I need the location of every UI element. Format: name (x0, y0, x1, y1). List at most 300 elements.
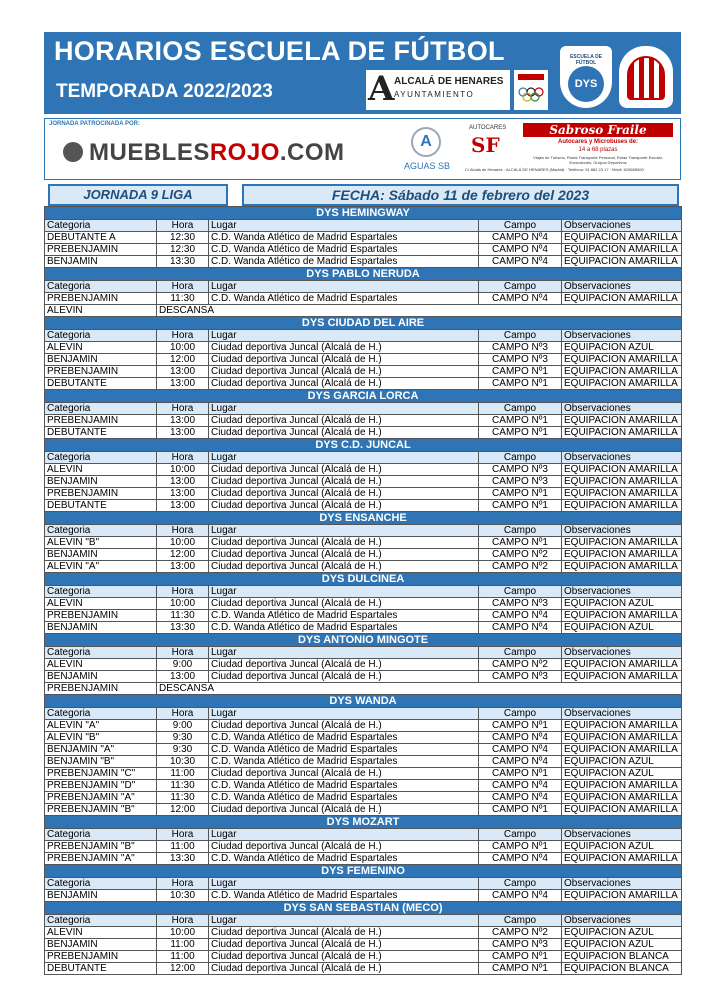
cell-descansa: DESCANSA (157, 305, 682, 317)
club-header-row (45, 317, 682, 330)
cell-hora: 13:00 (157, 415, 209, 427)
cell-hora: 13:00 (157, 366, 209, 378)
column-header: Hora (157, 525, 209, 537)
cell-observaciones: EQUIPACION AMARILLA (562, 464, 682, 476)
olympic-rings-icon (514, 70, 548, 110)
cell-observaciones: EQUIPACION AMARILLA (562, 853, 682, 865)
cell-lugar: C.D. Wanda Atlético de Madrid Espartales (209, 744, 479, 756)
column-header: Hora (157, 708, 209, 720)
alcala-ayuntamiento-logo (366, 70, 510, 110)
cell-campo: CAMPO Nº1 (479, 720, 562, 732)
column-header: Campo (479, 708, 562, 720)
cell-lugar: Ciudad deportiva Juncal (Alcalá de H.) (209, 378, 479, 390)
column-header-row (45, 452, 682, 464)
cell-observaciones: EQUIPACION AMARILLA (562, 537, 682, 549)
club-header-row (45, 816, 682, 829)
cell-campo: CAMPO Nº4 (479, 256, 562, 268)
cell-observaciones: EQUIPACION AMARILLA (562, 354, 682, 366)
column-header: Hora (157, 452, 209, 464)
cell-campo: CAMPO Nº1 (479, 500, 562, 512)
cell-campo: CAMPO Nº4 (479, 853, 562, 865)
column-header: Campo (479, 829, 562, 841)
column-header: Observaciones (562, 403, 682, 415)
column-header: Hora (157, 403, 209, 415)
jornada-row (44, 184, 681, 206)
table-row (45, 476, 682, 488)
column-header: Campo (479, 452, 562, 464)
cell-observaciones: EQUIPACION AMARILLA (562, 720, 682, 732)
table-row (45, 853, 682, 865)
cell-hora: 11:00 (157, 939, 209, 951)
column-header: Lugar (209, 915, 479, 927)
table-row (45, 951, 682, 963)
cell-campo: CAMPO Nº4 (479, 780, 562, 792)
column-header: Hora (157, 647, 209, 659)
cell-hora: 13:00 (157, 378, 209, 390)
cell-campo: CAMPO Nº4 (479, 756, 562, 768)
cell-lugar: Ciudad deportiva Juncal (Alcalá de H.) (209, 342, 479, 354)
cell-categoria: PREBENJAMIN (45, 610, 157, 622)
column-header: Lugar (209, 647, 479, 659)
cell-observaciones: EQUIPACION AMARILLA (562, 293, 682, 305)
cell-categoria: ALEVIN "B" (45, 732, 157, 744)
table-row (45, 293, 682, 305)
rojo-text: ROJO (209, 139, 280, 166)
column-header: Lugar (209, 220, 479, 232)
sabroso-line2: 14 a 68 plazas (578, 147, 618, 153)
cell-hora: 13:30 (157, 622, 209, 634)
cell-hora: 10:00 (157, 537, 209, 549)
cell-hora: 12:00 (157, 549, 209, 561)
cell-observaciones: EQUIPACION AMARILLA (562, 256, 682, 268)
cell-observaciones: EQUIPACION AMARILLA (562, 744, 682, 756)
column-header: Observaciones (562, 647, 682, 659)
column-header: Campo (479, 586, 562, 598)
jornada-box: JORNADA 9 LIGA (48, 184, 228, 206)
cell-lugar: Ciudad deportiva Juncal (Alcalá de H.) (209, 427, 479, 439)
cell-campo: CAMPO Nº2 (479, 549, 562, 561)
column-header-row (45, 403, 682, 415)
season-title: TEMPORADA 2022/2023 (56, 81, 273, 102)
table-row (45, 378, 682, 390)
cell-lugar: C.D. Wanda Atlético de Madrid Espartales (209, 256, 479, 268)
cell-observaciones: EQUIPACION AZUL (562, 768, 682, 780)
cell-categoria: DEBUTANTE (45, 963, 157, 975)
cell-hora: 13:00 (157, 561, 209, 573)
cell-lugar: C.D. Wanda Atlético de Madrid Espartales (209, 232, 479, 244)
column-header-row (45, 281, 682, 293)
cell-observaciones: EQUIPACION AMARILLA (562, 549, 682, 561)
table-row (45, 927, 682, 939)
cell-categoria: PREBENJAMIN "C" (45, 768, 157, 780)
cell-lugar: Ciudad deportiva Juncal (Alcalá de H.) (209, 671, 479, 683)
table-row (45, 500, 682, 512)
cell-categoria: DEBUTANTE A (45, 232, 157, 244)
cell-lugar: C.D. Wanda Atlético de Madrid Espartales (209, 732, 479, 744)
cell-categoria: BENJAMIN (45, 890, 157, 902)
cell-campo: CAMPO Nº3 (479, 342, 562, 354)
club-name: DYS C.D. JUNCAL (45, 439, 682, 452)
cell-lugar: Ciudad deportiva Juncal (Alcalá de H.) (209, 841, 479, 853)
cell-observaciones: EQUIPACION AMARILLA (562, 561, 682, 573)
cell-categoria: ALEVIN (45, 342, 157, 354)
cell-categoria: ALEVIN "B" (45, 537, 157, 549)
cell-hora: 10:30 (157, 756, 209, 768)
cell-campo: CAMPO Nº1 (479, 378, 562, 390)
cell-observaciones: EQUIPACION BLANCA (562, 951, 682, 963)
cell-campo: CAMPO Nº3 (479, 939, 562, 951)
cell-hora: 12:00 (157, 804, 209, 816)
cell-categoria: BENJAMIN "B" (45, 756, 157, 768)
cell-observaciones: EQUIPACION AMARILLA (562, 415, 682, 427)
cell-campo: CAMPO Nº3 (479, 476, 562, 488)
column-header: Hora (157, 220, 209, 232)
cell-lugar: Ciudad deportiva Juncal (Alcalá de H.) (209, 598, 479, 610)
club-name: DYS FEMENINO (45, 865, 682, 878)
column-header: Campo (479, 525, 562, 537)
cell-lugar: C.D. Wanda Atlético de Madrid Espartales (209, 792, 479, 804)
com-text: .COM (279, 139, 345, 166)
table-row (45, 561, 682, 573)
cell-lugar: Ciudad deportiva Juncal (Alcalá de H.) (209, 464, 479, 476)
cell-lugar: Ciudad deportiva Juncal (Alcalá de H.) (209, 476, 479, 488)
cell-hora: 12:00 (157, 354, 209, 366)
cell-observaciones: EQUIPACION AZUL (562, 598, 682, 610)
cell-lugar: C.D. Wanda Atlético de Madrid Espartales (209, 244, 479, 256)
club-header-row (45, 695, 682, 708)
cell-hora: 11:30 (157, 780, 209, 792)
sabroso-fraile-logo (465, 123, 675, 175)
cell-categoria: ALEVIN (45, 927, 157, 939)
cell-categoria: BENJAMIN (45, 671, 157, 683)
cell-hora: 13:00 (157, 671, 209, 683)
club-name: DYS ENSANCHE (45, 512, 682, 525)
column-header: Categoria (45, 330, 157, 342)
club-header-row (45, 634, 682, 647)
ayto-line2: AYUNTAMIENTO (394, 90, 475, 99)
cell-lugar: Ciudad deportiva Juncal (Alcalá de H.) (209, 537, 479, 549)
cell-lugar: C.D. Wanda Atlético de Madrid Espartales (209, 756, 479, 768)
cell-categoria: PREBENJAMIN (45, 293, 157, 305)
cell-lugar: Ciudad deportiva Juncal (Alcalá de H.) (209, 804, 479, 816)
column-header-row (45, 220, 682, 232)
table-row (45, 841, 682, 853)
table-row (45, 354, 682, 366)
cell-observaciones: EQUIPACION AMARILLA (562, 732, 682, 744)
sabroso-line4: C/ Alcalá de Henares · ALCALÁ DE HENARES (Madrid) · Teléfono: 91 882 23 17 · Móvil: 629665000 (465, 167, 644, 172)
cell-lugar: Ciudad deportiva Juncal (Alcalá de H.) (209, 659, 479, 671)
cell-campo: CAMPO Nº4 (479, 890, 562, 902)
club-name: DYS CIUDAD DEL AIRE (45, 317, 682, 330)
column-header: Categoria (45, 281, 157, 293)
cell-campo: CAMPO Nº4 (479, 744, 562, 756)
cell-hora: 13:00 (157, 427, 209, 439)
cell-categoria: PREBENJAMIN (45, 488, 157, 500)
cell-hora: 12:30 (157, 232, 209, 244)
cell-lugar: Ciudad deportiva Juncal (Alcalá de H.) (209, 963, 479, 975)
sabroso-brand: Sabroso Fraile (523, 123, 673, 137)
cell-categoria: PREBENJAMIN (45, 951, 157, 963)
cell-hora: 11:00 (157, 841, 209, 853)
cell-campo: CAMPO Nº1 (479, 415, 562, 427)
cell-hora: 11:30 (157, 610, 209, 622)
club-header-row (45, 207, 682, 220)
table-row (45, 415, 682, 427)
cell-hora: 10:00 (157, 464, 209, 476)
cell-hora: 10:00 (157, 598, 209, 610)
table-row (45, 549, 682, 561)
club-name: DYS ANTONIO MINGOTE (45, 634, 682, 647)
cell-observaciones: EQUIPACION BLANCA (562, 963, 682, 975)
cell-observaciones: EQUIPACION AMARILLA (562, 500, 682, 512)
cell-campo: CAMPO Nº3 (479, 354, 562, 366)
table-row (45, 256, 682, 268)
column-header: Campo (479, 403, 562, 415)
club-name: DYS MOZART (45, 816, 682, 829)
table-row (45, 792, 682, 804)
club-shield-icon (619, 46, 673, 108)
club-name: DYS HEMINGWAY (45, 207, 682, 220)
table-row (45, 427, 682, 439)
column-header: Hora (157, 829, 209, 841)
cell-lugar: Ciudad deportiva Juncal (Alcalá de H.) (209, 488, 479, 500)
cell-lugar: Ciudad deportiva Juncal (Alcalá de H.) (209, 768, 479, 780)
cell-hora: 9:30 (157, 744, 209, 756)
crest-label: ESCUELA DE FÚTBOL (569, 54, 603, 66)
column-header: Campo (479, 281, 562, 293)
cell-categoria: PREBENJAMIN (45, 683, 157, 695)
club-name: DYS WANDA (45, 695, 682, 708)
cell-lugar: C.D. Wanda Atlético de Madrid Espartales (209, 890, 479, 902)
cell-hora: 10:30 (157, 890, 209, 902)
cell-campo: CAMPO Nº1 (479, 963, 562, 975)
cell-observaciones: EQUIPACION AZUL (562, 927, 682, 939)
cell-campo: CAMPO Nº4 (479, 244, 562, 256)
column-header: Campo (479, 220, 562, 232)
cell-lugar: C.D. Wanda Atlético de Madrid Espartales (209, 853, 479, 865)
cell-descansa: DESCANSA (157, 683, 682, 695)
column-header: Observaciones (562, 878, 682, 890)
table-row (45, 659, 682, 671)
column-header: Categoria (45, 878, 157, 890)
cell-observaciones: EQUIPACION AMARILLA (562, 610, 682, 622)
schedule-table (44, 206, 682, 975)
cell-lugar: Ciudad deportiva Juncal (Alcalá de H.) (209, 720, 479, 732)
cell-categoria: DEBUTANTE (45, 378, 157, 390)
sponsor-banner (44, 118, 681, 180)
cell-observaciones: EQUIPACION AMARILLA (562, 804, 682, 816)
cell-hora: 12:00 (157, 963, 209, 975)
aguas-sb-logo (397, 127, 457, 177)
table-row (45, 732, 682, 744)
club-name: DYS GARCIA LORCA (45, 390, 682, 403)
cell-categoria: ALEVIN "A" (45, 561, 157, 573)
cell-lugar: Ciudad deportiva Juncal (Alcalá de H.) (209, 927, 479, 939)
aguas-text: AGUAS SB (403, 161, 450, 171)
column-header: Lugar (209, 525, 479, 537)
table-row (45, 963, 682, 975)
cell-categoria: DEBUTANTE (45, 500, 157, 512)
cell-observaciones: EQUIPACION AMARILLA (562, 232, 682, 244)
cell-observaciones: EQUIPACION AMARILLA (562, 659, 682, 671)
cell-observaciones: EQUIPACION AMARILLA (562, 366, 682, 378)
column-header: Observaciones (562, 330, 682, 342)
cell-observaciones: EQUIPACION AZUL (562, 622, 682, 634)
column-header: Categoria (45, 647, 157, 659)
column-header: Categoria (45, 708, 157, 720)
cell-lugar: Ciudad deportiva Juncal (Alcalá de H.) (209, 500, 479, 512)
cell-categoria: PREBENJAMIN "A" (45, 792, 157, 804)
column-header: Categoria (45, 915, 157, 927)
cell-campo: CAMPO Nº2 (479, 927, 562, 939)
cell-hora: 11:00 (157, 951, 209, 963)
column-header: Categoria (45, 452, 157, 464)
table-row (45, 610, 682, 622)
club-header-row (45, 902, 682, 915)
column-header: Observaciones (562, 708, 682, 720)
column-header: Categoria (45, 220, 157, 232)
cell-observaciones: EQUIPACION AZUL (562, 939, 682, 951)
muebles-text: MUEBLES (89, 139, 210, 166)
cell-categoria: BENJAMIN (45, 549, 157, 561)
column-header-row (45, 525, 682, 537)
cell-lugar: Ciudad deportiva Juncal (Alcalá de H.) (209, 561, 479, 573)
sf-logo-icon: SF (471, 133, 500, 157)
column-header: Observaciones (562, 586, 682, 598)
column-header: Hora (157, 330, 209, 342)
table-row (45, 305, 682, 317)
column-header: Campo (479, 915, 562, 927)
table-row (45, 622, 682, 634)
cell-categoria: BENJAMIN (45, 256, 157, 268)
cell-categoria: PREBENJAMIN (45, 244, 157, 256)
column-header: Campo (479, 647, 562, 659)
club-header-row (45, 865, 682, 878)
column-header-row (45, 647, 682, 659)
cell-categoria: PREBENJAMIN (45, 415, 157, 427)
cell-observaciones: EQUIPACION AZUL (562, 841, 682, 853)
cell-lugar: C.D. Wanda Atlético de Madrid Espartales (209, 622, 479, 634)
table-row (45, 744, 682, 756)
cell-campo: CAMPO Nº4 (479, 732, 562, 744)
page-title: HORARIOS ESCUELA DE FÚTBOL (54, 36, 505, 66)
column-header: Observaciones (562, 915, 682, 927)
column-header: Categoria (45, 829, 157, 841)
column-header: Categoria (45, 403, 157, 415)
column-header: Campo (479, 878, 562, 890)
cell-categoria: BENJAMIN "A" (45, 744, 157, 756)
column-header: Campo (479, 330, 562, 342)
cell-observaciones: EQUIPACION AMARILLA (562, 378, 682, 390)
cell-categoria: PREBENJAMIN (45, 366, 157, 378)
column-header-row (45, 586, 682, 598)
column-header: Observaciones (562, 452, 682, 464)
column-header: Observaciones (562, 281, 682, 293)
table-row (45, 244, 682, 256)
club-header-row (45, 390, 682, 403)
column-header: Hora (157, 878, 209, 890)
table-row (45, 720, 682, 732)
cell-campo: CAMPO Nº1 (479, 951, 562, 963)
cell-lugar: Ciudad deportiva Juncal (Alcalá de H.) (209, 415, 479, 427)
schedule-page (44, 32, 681, 975)
cell-lugar: Ciudad deportiva Juncal (Alcalá de H.) (209, 354, 479, 366)
cell-campo: CAMPO Nº4 (479, 610, 562, 622)
cell-observaciones: EQUIPACION AMARILLA (562, 427, 682, 439)
club-name: DYS PABLO NERUDA (45, 268, 682, 281)
column-header: Lugar (209, 708, 479, 720)
cell-campo: CAMPO Nº4 (479, 293, 562, 305)
cell-hora: 13:30 (157, 256, 209, 268)
cell-lugar: C.D. Wanda Atlético de Madrid Espartales (209, 293, 479, 305)
column-header: Categoria (45, 586, 157, 598)
table-row (45, 780, 682, 792)
cell-campo: CAMPO Nº1 (479, 804, 562, 816)
cell-hora: 12:30 (157, 244, 209, 256)
cell-campo: CAMPO Nº1 (479, 841, 562, 853)
cell-campo: CAMPO Nº1 (479, 366, 562, 378)
club-name: DYS DULCINEA (45, 573, 682, 586)
column-header-row (45, 829, 682, 841)
cell-hora: 10:00 (157, 342, 209, 354)
cell-campo: CAMPO Nº4 (479, 792, 562, 804)
cell-campo: CAMPO Nº1 (479, 488, 562, 500)
crest-dys: DYS (568, 66, 604, 102)
cell-campo: CAMPO Nº1 (479, 427, 562, 439)
column-header: Observaciones (562, 829, 682, 841)
table-row (45, 671, 682, 683)
column-header: Hora (157, 586, 209, 598)
cell-categoria: PREBENJAMIN "B" (45, 841, 157, 853)
cell-observaciones: EQUIPACION AMARILLA (562, 244, 682, 256)
cell-categoria: PREBENJAMIN "A" (45, 853, 157, 865)
cell-lugar: Ciudad deportiva Juncal (Alcalá de H.) (209, 366, 479, 378)
cell-campo: CAMPO Nº3 (479, 464, 562, 476)
table-row (45, 939, 682, 951)
cell-categoria: ALEVIN (45, 305, 157, 317)
cell-observaciones: EQUIPACION AMARILLA (562, 890, 682, 902)
column-header: Categoria (45, 525, 157, 537)
cell-lugar: Ciudad deportiva Juncal (Alcalá de H.) (209, 951, 479, 963)
cell-hora: 13:00 (157, 500, 209, 512)
autocares-text: AUTOCARES (469, 125, 507, 131)
cell-lugar: C.D. Wanda Atlético de Madrid Espartales (209, 780, 479, 792)
club-header-row (45, 512, 682, 525)
column-header: Lugar (209, 330, 479, 342)
cell-campo: CAMPO Nº1 (479, 768, 562, 780)
cell-campo: CAMPO Nº4 (479, 232, 562, 244)
table-row (45, 232, 682, 244)
cell-hora: 13:00 (157, 476, 209, 488)
cell-observaciones: EQUIPACION AMARILLA (562, 488, 682, 500)
cell-observaciones: EQUIPACION AMARILLA (562, 780, 682, 792)
cell-hora: 10:00 (157, 927, 209, 939)
cell-campo: CAMPO Nº2 (479, 659, 562, 671)
cell-hora: 9:00 (157, 659, 209, 671)
cell-observaciones: EQUIPACION AMARILLA (562, 671, 682, 683)
table-row (45, 890, 682, 902)
table-row (45, 537, 682, 549)
cell-categoria: ALEVIN "A" (45, 720, 157, 732)
table-row (45, 804, 682, 816)
table-row (45, 683, 682, 695)
column-header: Lugar (209, 452, 479, 464)
cell-observaciones: EQUIPACION AMARILLA (562, 792, 682, 804)
cell-lugar: Ciudad deportiva Juncal (Alcalá de H.) (209, 549, 479, 561)
sabroso-line1: Autocares y Microbuses de: (557, 139, 639, 145)
column-header-row (45, 330, 682, 342)
cell-lugar: C.D. Wanda Atlético de Madrid Espartales (209, 610, 479, 622)
